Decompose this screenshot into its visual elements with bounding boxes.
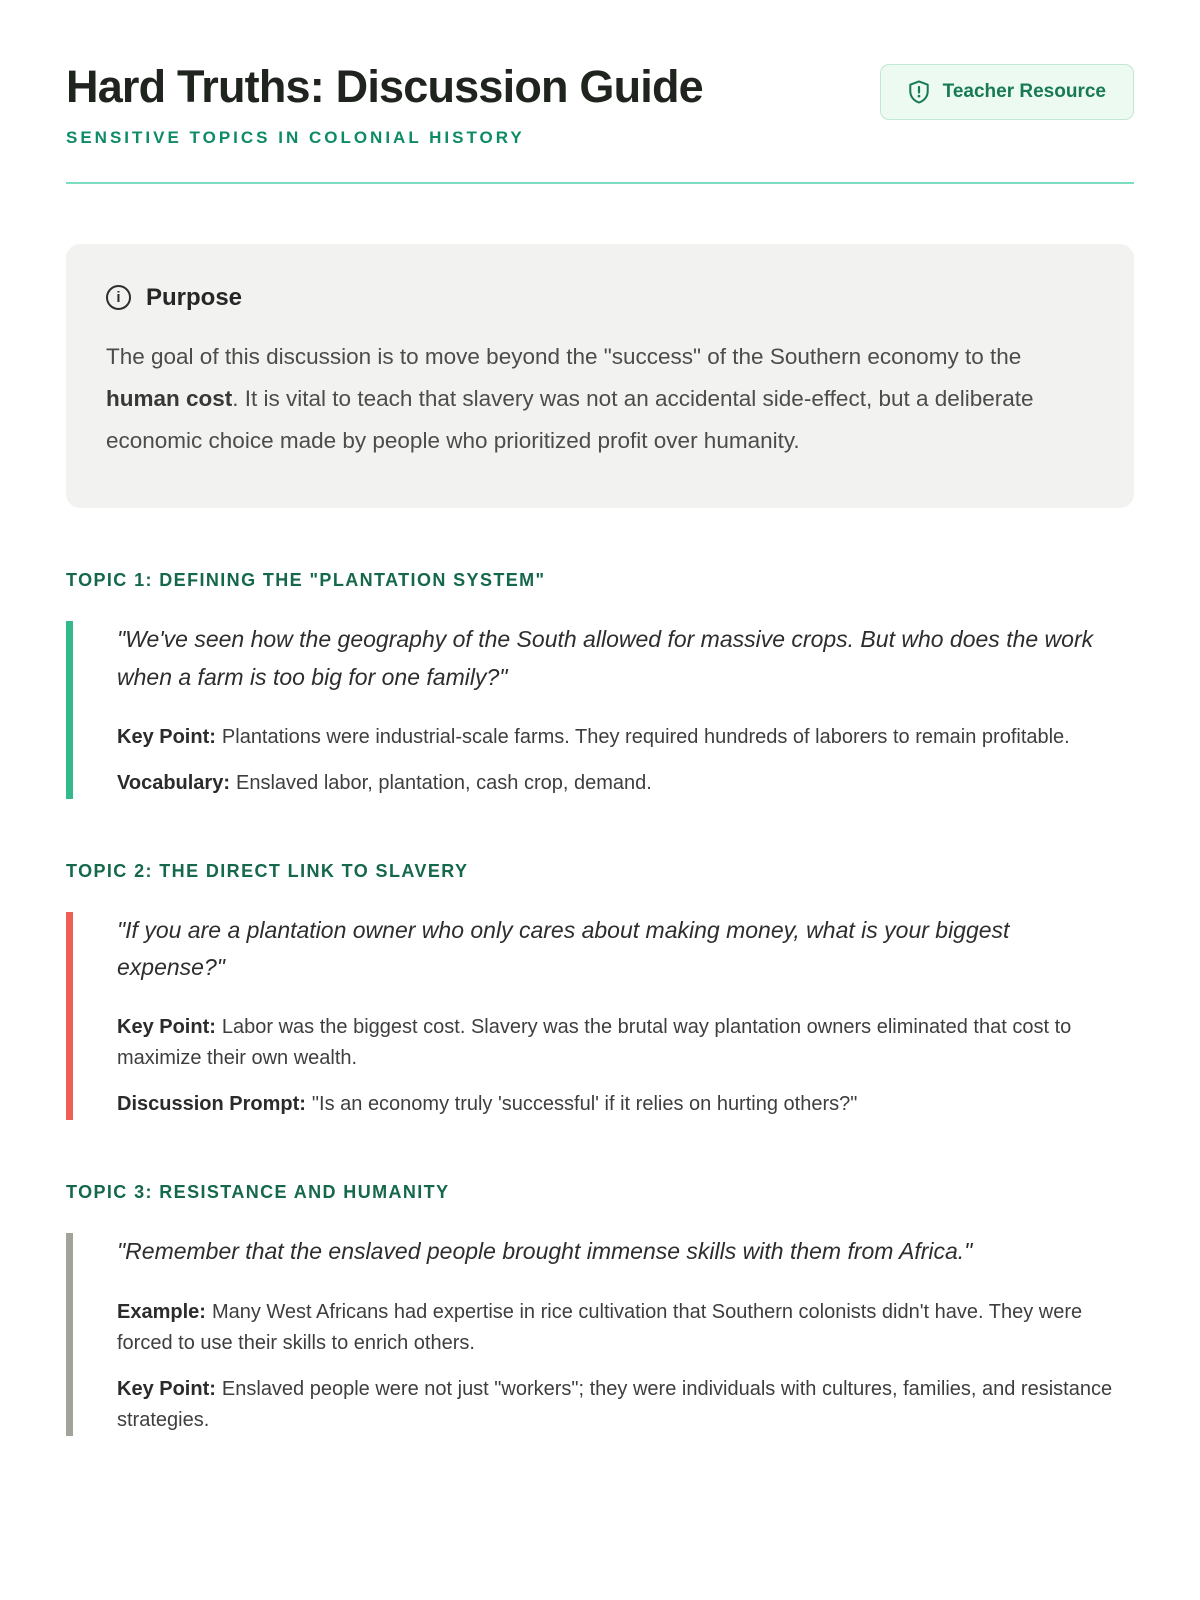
topic-1-heading: TOPIC 1: DEFINING THE "PLANTATION SYSTEM" [66,570,546,591]
line-label: Key Point: [117,1377,216,1400]
purpose-text-bold: human cost [106,385,233,411]
purpose-paragraph [106,336,1071,463]
line-text: Plantations were industrial-scale farms. They required hundreds of laborers to remain profitable. [221,725,1070,748]
topic-3-body [66,1233,1134,1435]
line-label: Vocabulary: [117,771,230,794]
line-label: Key Point: [117,725,216,748]
topic-section-3 [66,1182,1134,1435]
shield-alert-icon [908,80,930,104]
topic-2-heading: TOPIC 2: THE DIRECT LINK TO SLAVERY [66,860,469,881]
purpose-callout [66,244,1134,509]
header-divider [66,182,1134,184]
teacher-resource-badge [880,64,1134,120]
topic-1-quote: "We've seen how the geography of the South allowed for massive crops. But who does the work when a farm is too big for one family?" [117,626,1094,690]
header [66,62,1134,148]
purpose-text-after: . It is vital to teach that slavery was not an accidental side-effect, but a deliberate economic choice made by people who prioritized profit over humanity. [106,385,1034,454]
line-text: "Is an economy truly 'successful' if it relies on hurting others?" [311,1093,858,1116]
topic-2-line-2 [117,1089,1127,1120]
line-text: Enslaved labor, plantation, cash crop, demand. [236,771,652,794]
topic-1-body [66,621,1134,799]
topic-3-line-1 [117,1297,1127,1359]
line-label: Key Point: [117,1016,216,1039]
info-icon: i [106,285,131,310]
topic-1-line-2 [117,768,1127,799]
topic-3-heading: TOPIC 3: RESISTANCE AND HUMANITY [66,1182,450,1203]
topic-2-quote: "If you are a plantation owner who only cares about making money, what is your biggest expense?" [117,916,1010,981]
line-label: Discussion Prompt: [117,1093,306,1116]
line-text: Enslaved people were not just "workers"; they were individuals with cultures, families, and resistance strategies. [117,1377,1113,1431]
topic-1-line-1 [117,722,1127,753]
purpose-heading-row [106,284,1092,312]
topic-section-2 [66,861,1134,1121]
topic-2-body [66,912,1134,1121]
topic-2-line-1 [117,1012,1127,1074]
topic-3-quote: "Remember that the enslaved people brought immense skills with them from Africa." [117,1238,973,1265]
topic-section-1 [66,570,1134,799]
line-label: Example: [117,1300,206,1323]
page-subtitle: SENSITIVE TOPICS IN COLONIAL HISTORY [66,127,525,147]
title-block [66,62,703,148]
purpose-heading: Purpose [146,283,243,311]
page-title: Hard Truths: Discussion Guide [66,61,703,112]
purpose-text-before: The goal of this discussion is to move beyond the "success" of the Southern economy to the [106,343,1022,369]
badge-label: Teacher Resource [942,81,1106,102]
line-text: Many West Africans had expertise in rice cultivation that Southern colonists didn't have. They were forced to use their skills to enrich others. [117,1300,1083,1354]
topic-3-line-2 [117,1374,1127,1436]
line-text: Labor was the biggest cost. Slavery was the brutal way plantation owners eliminated that cost to maximize their own wealth. [117,1016,1072,1070]
